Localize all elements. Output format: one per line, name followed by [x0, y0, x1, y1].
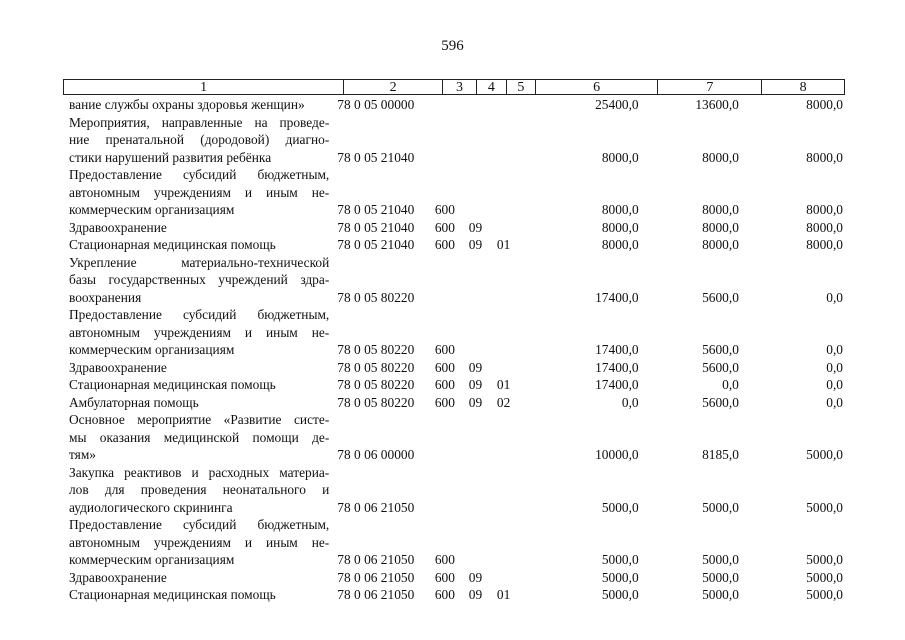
row-code: 78 0 06 21050 — [337, 569, 415, 585]
row-name-line: Предоставление субсидий бюджетным, — [69, 167, 330, 182]
row-name — [63, 96, 329, 114]
row-expense-type: 600 — [434, 552, 455, 567]
row-name-line: Закупка реактивов и расходных материа- — [69, 464, 330, 480]
row-name — [63, 569, 329, 587]
table-row — [63, 114, 845, 167]
table-row — [63, 254, 845, 307]
row-name — [63, 464, 329, 517]
row-section: 09 — [468, 237, 483, 252]
row-amount-col8: 8000,0 — [806, 149, 843, 165]
row-section: 09 — [468, 219, 483, 235]
row-code: 78 0 05 21040 — [337, 237, 415, 252]
row-name-line: коммерческим организациям — [69, 202, 235, 217]
row-expense-type: 600 — [434, 237, 455, 252]
row-amount-col6: 0,0 — [621, 394, 639, 410]
row-code: 78 0 05 80220 — [337, 394, 415, 410]
row-subsection: 01 — [496, 377, 511, 392]
row-name-line: Стационарная медицинская помощь — [69, 237, 276, 252]
row-amount-col7: 8185,0 — [702, 447, 739, 462]
row-name-line: Стационарная медицинская помощь — [69, 587, 276, 602]
table-body — [63, 96, 845, 604]
row-name — [63, 166, 329, 219]
column-header-4: 4 — [477, 80, 507, 94]
row-expense-type: 600 — [434, 377, 455, 392]
row-code: 78 0 06 21050 — [337, 499, 415, 515]
row-subsection: 01 — [496, 237, 511, 252]
table-row — [63, 306, 845, 359]
row-name-line: воохранения — [69, 289, 142, 305]
row-expense-type: 600 — [434, 342, 455, 357]
row-amount-col8: 0,0 — [826, 377, 843, 392]
row-name — [63, 219, 329, 237]
row-amount-col8: 0,0 — [826, 289, 843, 305]
row-expense-type: 600 — [434, 569, 455, 585]
row-expense-type: 600 — [434, 219, 455, 235]
row-code: 78 0 06 21050 — [337, 587, 415, 602]
row-code: 78 0 05 00000 — [337, 97, 415, 112]
table-row — [63, 464, 845, 517]
row-expense-type: 600 — [434, 359, 455, 375]
row-name — [63, 376, 329, 394]
row-amount-col8: 5000,0 — [806, 569, 843, 585]
row-subsection: 01 — [496, 587, 511, 602]
row-name — [63, 359, 329, 377]
row-amount-col8: 0,0 — [826, 359, 843, 375]
row-name-line: базы государственных учреждений здра- — [69, 272, 330, 287]
row-amount-col8: 5000,0 — [806, 587, 843, 602]
row-name — [63, 516, 329, 569]
row-name-line: Стационарная медицинская помощь — [69, 377, 276, 392]
row-amount-col7: 8000,0 — [702, 219, 739, 235]
row-name-line: тям» — [69, 447, 97, 462]
row-name-line: автономным учреждениям и иным не- — [69, 534, 330, 550]
row-section: 09 — [468, 359, 483, 375]
row-name-line: коммерческим организациям — [69, 342, 235, 357]
row-amount-col7: 5000,0 — [702, 569, 739, 585]
row-amount-col6: 8000,0 — [601, 202, 639, 217]
row-name — [63, 586, 329, 604]
row-code: 78 0 05 21040 — [337, 149, 415, 165]
table-row — [63, 359, 845, 377]
table-row — [63, 516, 845, 569]
row-name — [63, 394, 329, 412]
column-header-6: 6 — [536, 80, 659, 94]
row-expense-type: 600 — [434, 587, 455, 602]
table-row — [63, 569, 845, 587]
row-section: 09 — [468, 587, 483, 602]
column-header-7: 7 — [658, 80, 762, 94]
row-name-line: мы оказания медицинской помощи де- — [69, 429, 330, 445]
row-name-line: Мероприятия, направленные на проведе- — [69, 114, 330, 130]
column-header-1: 1 — [64, 80, 344, 94]
row-name — [63, 306, 329, 359]
row-name-line: Здравоохранение — [69, 359, 167, 375]
table-row — [63, 236, 845, 254]
row-amount-col7: 5600,0 — [702, 289, 739, 305]
row-name-line: Предоставление субсидий бюджетным, — [69, 517, 330, 532]
page-number: 596 — [441, 38, 464, 54]
row-expense-type: 600 — [434, 202, 455, 217]
row-name — [63, 236, 329, 254]
row-name-line: стики нарушений развития ребёнка — [69, 149, 272, 165]
table-header — [63, 79, 845, 95]
row-amount-col7: 5600,0 — [702, 359, 739, 375]
row-code: 78 0 05 21040 — [337, 202, 415, 217]
row-name-line: Основное мероприятие «Развитие систе- — [69, 412, 330, 427]
row-section: 09 — [468, 569, 483, 585]
row-amount-col7: 13600,0 — [695, 97, 739, 112]
table-row — [63, 376, 845, 394]
row-amount-col8: 5000,0 — [806, 447, 843, 462]
row-name-line: Здравоохранение — [69, 569, 167, 585]
row-code: 78 0 05 80220 — [337, 289, 415, 305]
row-amount-col7: 5000,0 — [702, 552, 739, 567]
row-amount-col7: 0,0 — [722, 377, 739, 392]
row-amount-col7: 5000,0 — [702, 499, 739, 515]
row-name-line: ние пренатальной (дородовой) диагно- — [69, 132, 330, 147]
row-code: 78 0 05 80220 — [337, 377, 415, 392]
row-name-line: Амбулаторная помощь — [69, 394, 199, 410]
row-code: 78 0 05 21040 — [337, 219, 415, 235]
row-amount-col8: 8000,0 — [806, 219, 843, 235]
table-row — [63, 166, 845, 219]
row-name — [63, 114, 329, 167]
row-code: 78 0 06 00000 — [337, 447, 415, 462]
row-code: 78 0 05 80220 — [337, 342, 415, 357]
row-amount-col7: 8000,0 — [702, 237, 739, 252]
row-amount-col8: 0,0 — [826, 394, 843, 410]
row-name-line: Укрепление материально-технической — [69, 254, 330, 270]
row-amount-col6: 5000,0 — [601, 552, 639, 567]
row-subsection: 02 — [496, 394, 511, 410]
table-row — [63, 411, 845, 464]
row-amount-col6: 17400,0 — [595, 289, 639, 305]
row-amount-col7: 5600,0 — [702, 342, 739, 357]
row-code: 78 0 06 21050 — [337, 552, 415, 567]
column-header-5: 5 — [507, 80, 536, 94]
row-name — [63, 411, 329, 464]
column-header-3: 3 — [443, 80, 477, 94]
row-amount-col6: 10000,0 — [595, 447, 639, 462]
row-amount-col6: 8000,0 — [601, 219, 639, 235]
row-amount-col8: 5000,0 — [806, 499, 843, 515]
table-row — [63, 586, 845, 604]
row-amount-col6: 25400,0 — [595, 97, 639, 112]
row-section: 09 — [468, 377, 483, 392]
row-amount-col6: 17400,0 — [595, 342, 639, 357]
table-row — [63, 96, 845, 114]
row-amount-col8: 8000,0 — [806, 202, 843, 217]
table-row — [63, 394, 845, 412]
row-name-line: Здравоохранение — [69, 219, 167, 235]
row-amount-col6: 17400,0 — [595, 377, 639, 392]
row-amount-col6: 5000,0 — [601, 499, 639, 515]
row-amount-col8: 5000,0 — [806, 552, 843, 567]
table-row — [63, 219, 845, 237]
row-name — [63, 254, 329, 307]
row-code: 78 0 05 80220 — [337, 359, 415, 375]
row-name-line: Предоставление субсидий бюджетным, — [69, 307, 330, 322]
row-amount-col7: 8000,0 — [702, 202, 739, 217]
row-amount-col7: 8000,0 — [702, 149, 739, 165]
row-amount-col7: 5600,0 — [702, 394, 739, 410]
row-amount-col6: 8000,0 — [601, 149, 639, 165]
row-section: 09 — [468, 394, 483, 410]
row-amount-col8: 8000,0 — [806, 237, 843, 252]
row-name-line: аудиологического скрининга — [69, 499, 233, 515]
column-header-8: 8 — [799, 80, 807, 95]
row-amount-col6: 5000,0 — [601, 587, 639, 602]
row-name-line: вание службы охраны здоровья женщин» — [69, 97, 305, 112]
row-amount-col6: 17400,0 — [595, 359, 639, 375]
row-name-line: лов для проведения неонатального и — [69, 482, 330, 497]
row-amount-col6: 5000,0 — [601, 569, 639, 585]
row-amount-col7: 5000,0 — [702, 587, 739, 602]
row-amount-col8: 0,0 — [826, 342, 843, 357]
column-header-2: 2 — [344, 80, 443, 94]
row-expense-type: 600 — [434, 394, 455, 410]
row-name-line: коммерческим организациям — [69, 552, 235, 567]
row-amount-col6: 8000,0 — [601, 237, 639, 252]
row-name-line: автономным учреждениям и иным не- — [69, 184, 330, 200]
row-amount-col8: 8000,0 — [806, 97, 843, 112]
row-name-line: автономным учреждениям и иным не- — [69, 324, 330, 340]
